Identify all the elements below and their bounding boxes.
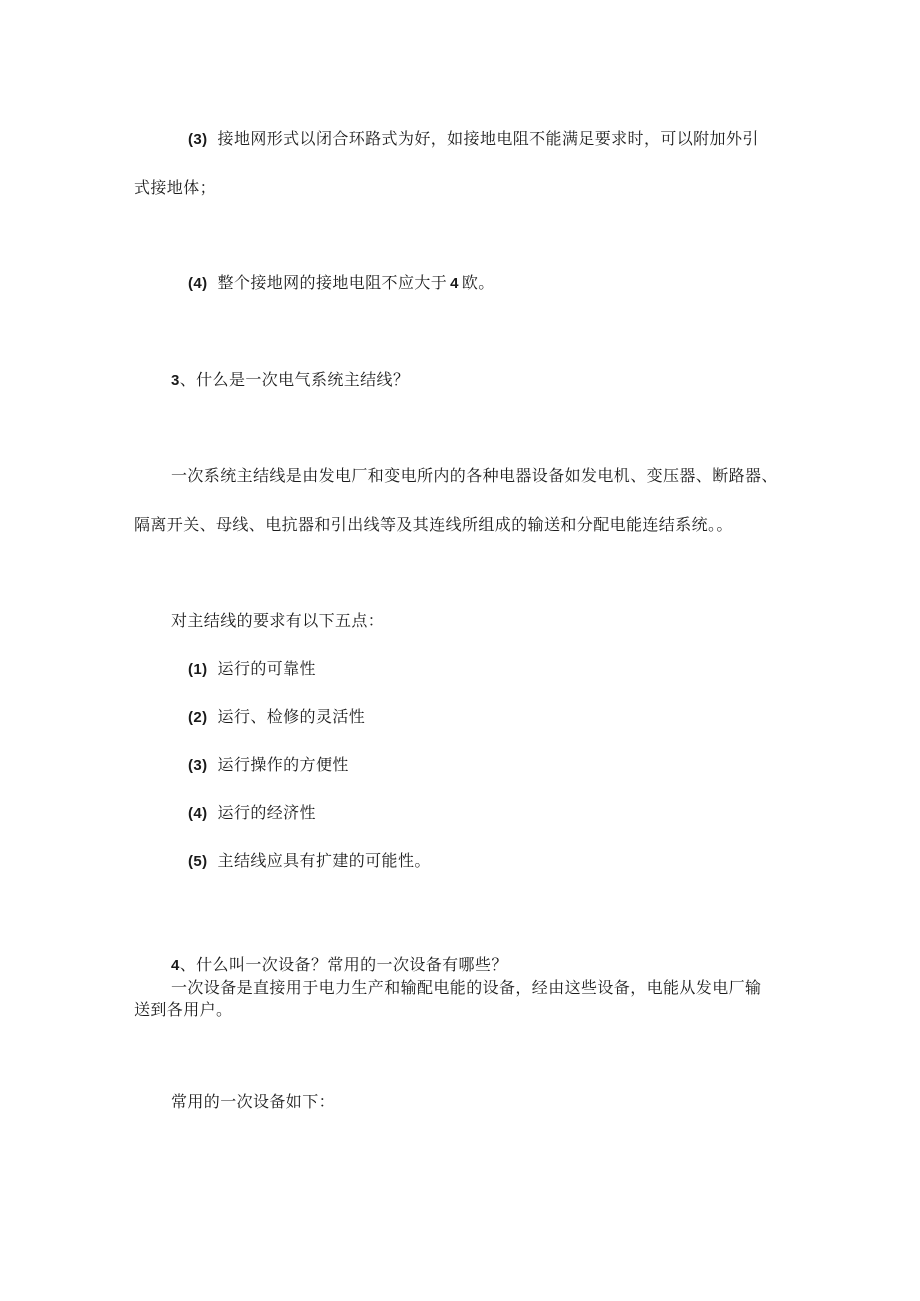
- requirements-intro: 对主结线的要求有以下五点：: [171, 611, 385, 630]
- question-3-title: 、什么是一次电气系统主结线？: [179, 370, 410, 389]
- question-4-answer-line-1: 一次设备是直接用于电力生产和输配电能的设备，经由这些设备，电能从发电厂输: [171, 978, 762, 997]
- requirement-text: 运行的经济性: [217, 803, 316, 822]
- ground-item-3-line-2: 式接地体；: [134, 178, 217, 197]
- ground-item-4: [188, 273, 495, 294]
- ground-item-4-value: 4: [450, 275, 459, 292]
- ground-item-3-text: 接地网形式以闭合环路式为好，如接地电阻不能满足要求时，可以附加外引: [217, 129, 759, 148]
- question-4-title: 、什么叫一次设备？常用的一次设备有哪些？: [179, 955, 508, 974]
- requirement-text: 运行、检修的灵活性: [217, 707, 366, 726]
- requirement-item: [188, 659, 316, 680]
- common-equipment-intro: 常用的一次设备如下：: [171, 1092, 336, 1111]
- requirement-item: [188, 851, 431, 872]
- question-4-answer-line-2: 送到各用户。: [134, 1000, 233, 1019]
- requirement-number: (1): [188, 661, 208, 678]
- requirement-text: 运行的可靠性: [217, 659, 316, 678]
- requirement-item: [188, 803, 316, 824]
- ground-item-4-text-after: 欧。: [461, 273, 495, 292]
- requirement-text: 运行操作的方便性: [217, 755, 349, 774]
- question-3-answer-line-2: 隔离开关、母线、电抗器和引出线等及其连线所组成的输送和分配电能连结系统。。: [134, 515, 733, 534]
- question-4-number: 4: [171, 957, 180, 974]
- requirement-item: [188, 707, 365, 728]
- requirement-item: [188, 755, 349, 776]
- question-3-number: 3: [171, 372, 180, 389]
- question-4-heading: [171, 955, 508, 976]
- requirement-number: (4): [188, 805, 208, 822]
- ground-item-4-number: (4): [188, 275, 208, 292]
- requirement-number: (2): [188, 709, 208, 726]
- question-3-answer-line-1: 一次系统主结线是由发电厂和变电所内的各种电器设备如发电机、变压器、断路器、: [171, 466, 778, 485]
- question-3-heading: [171, 370, 409, 391]
- requirement-number: (5): [188, 853, 208, 870]
- ground-item-3-number: (3): [188, 131, 208, 148]
- ground-item-4-text-before: 整个接地网的接地电阻不应大于: [217, 273, 448, 292]
- ground-item-3-line-1: [188, 129, 759, 150]
- requirement-number: (3): [188, 757, 208, 774]
- requirement-text: 主结线应具有扩建的可能性。: [217, 851, 431, 870]
